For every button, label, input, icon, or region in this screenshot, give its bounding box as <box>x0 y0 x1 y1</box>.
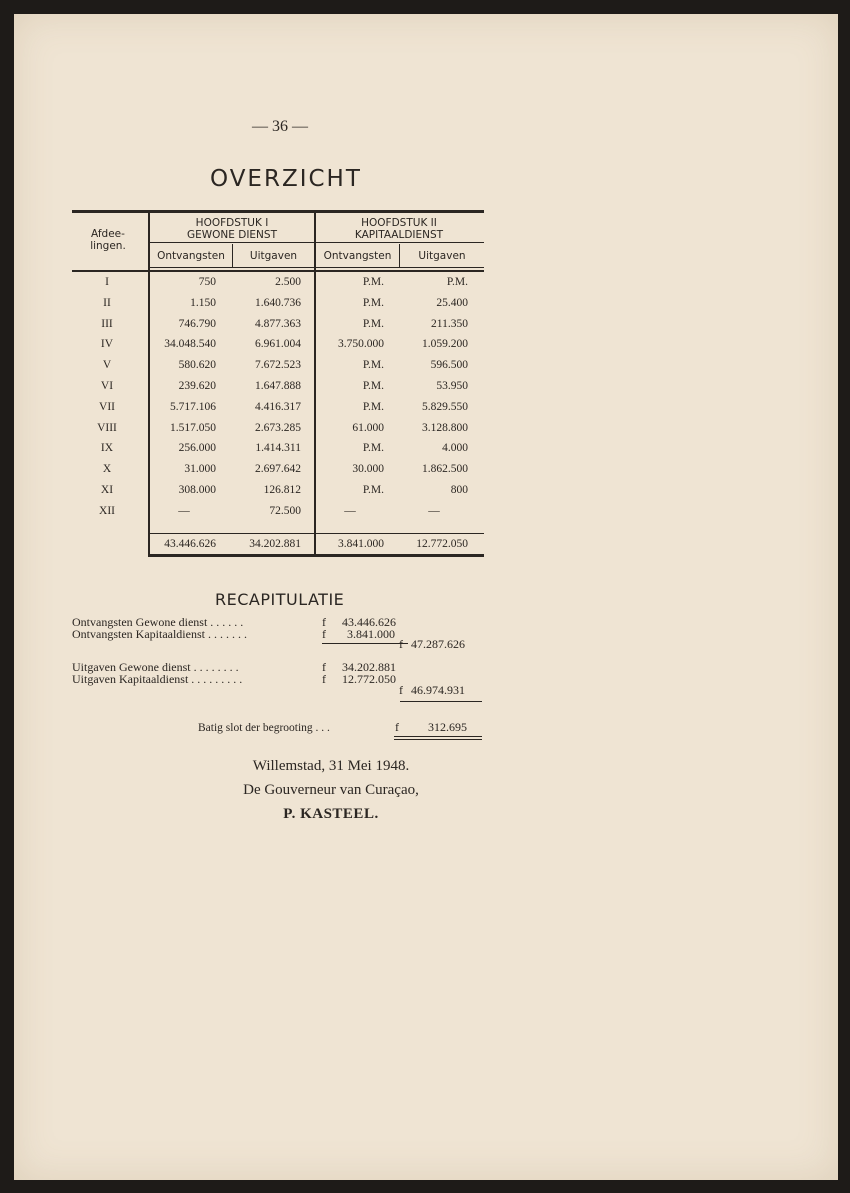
row-afdeeling: I <box>105 276 109 288</box>
table-cell-k-uitg: 1.862.500 <box>422 463 468 476</box>
table-cell-g-uitg: 4.877.363 <box>255 317 301 330</box>
recap-line-ontvangsten-kapitaal: Ontvangsten Kapitaaldienst . . . . . . . <box>72 627 247 641</box>
table-cell-k-ontv: P.M. <box>362 359 384 372</box>
governor-name: P. KASTEEL. <box>283 806 379 822</box>
header-ontvangsten-2: Ontvangsten <box>323 250 392 262</box>
table-cell-k-uitg: 1.059.200 <box>422 338 468 351</box>
recap-line-uitgaven-gewone: Uitgaven Gewone dienst . . . . . . . . <box>72 660 239 674</box>
overview-table <box>72 210 484 560</box>
recap-batig-amount: 312.695 <box>428 720 467 734</box>
governor-title: De Gouverneur van Curaçao, <box>243 782 419 798</box>
recap-line-ontvangsten-gewone: Ontvangsten Gewone dienst . . . . . . <box>72 615 244 629</box>
row-afdeeling: XII <box>99 504 115 517</box>
row-afdeeling: X <box>102 463 112 476</box>
recap-line-uitgaven-kapitaal: Uitgaven Kapitaaldienst . . . . . . . . . <box>72 672 243 686</box>
table-cell-g-ontv: — <box>178 504 190 517</box>
row-afdeeling: II <box>103 296 111 309</box>
table-cell-g-ontv: 5.717.106 <box>170 400 216 413</box>
table-cell-g-ontv: 239.620 <box>178 380 216 392</box>
row-afdeeling: IV <box>100 338 114 351</box>
recap-amount-4: 12.772.050 <box>342 672 396 686</box>
recap-subtotal-ontvangsten: 47.287.626 <box>411 637 465 651</box>
table-cell-k-uitg: 5.829.550 <box>422 400 468 413</box>
overview-title: OVERZICHT <box>210 166 362 192</box>
table-cell-k-uitg: P.M. <box>446 276 468 288</box>
header-uitgaven-1: Uitgaven <box>249 250 298 262</box>
table-cell-g-uitg: 6.961.004 <box>255 338 301 351</box>
total-gewone-ontvangsten: 43.446.626 <box>164 538 216 550</box>
table-cell-k-uitg: 4.000 <box>442 442 468 455</box>
table-cell-k-ontv: P.M. <box>362 276 384 288</box>
recap-title: RECAPITULATIE <box>215 590 345 609</box>
table-cell-k-ontv: P.M. <box>362 442 384 455</box>
table-cell-k-uitg: 3.128.800 <box>422 421 468 434</box>
place-date: Willemstad, 31 Mei 1948. <box>252 758 410 774</box>
table-cell-g-ontv: 746.790 <box>178 317 216 330</box>
table-cell-k-ontv: 61.000 <box>352 421 384 434</box>
document-page <box>14 14 838 1180</box>
recap-batig-slot: Batig slot der begrooting . . . <box>198 722 330 734</box>
row-afdeeling: VI <box>100 380 114 392</box>
header-uitgaven-2: Uitgaven <box>418 250 466 262</box>
recap-f-2: f <box>322 627 326 641</box>
table-cell-k-ontv: 30.000 <box>352 463 384 476</box>
row-afdeeling: VII <box>99 400 115 413</box>
recap-amount-2: 3.841.000 <box>347 627 395 641</box>
recap-subtotal-f-1: f <box>399 637 403 651</box>
table-cell-k-uitg: 25.400 <box>436 296 468 309</box>
table-cell-g-uitg: 1.647.888 <box>255 380 301 392</box>
recap-f-3: f <box>322 660 326 674</box>
table-cell-k-uitg: 211.350 <box>431 317 468 330</box>
page-number: — 36 — <box>252 118 308 135</box>
table-cell-g-uitg: 126.812 <box>263 484 301 496</box>
recap-f-4: f <box>322 672 326 686</box>
table-cell-g-uitg: 72.500 <box>269 504 301 517</box>
row-afdeeling: IX <box>100 442 114 455</box>
table-cell-g-ontv: 31.000 <box>184 463 216 476</box>
table-cell-g-uitg: 7.672.523 <box>255 359 301 372</box>
table-cell-g-uitg: 2.697.642 <box>255 463 301 476</box>
table-cell-g-ontv: 308.000 <box>178 484 216 496</box>
table-cell-k-ontv: P.M. <box>362 380 384 392</box>
table-cell-k-ontv: P.M. <box>362 400 384 413</box>
recap-batig-f: f <box>395 720 399 734</box>
table-cell-g-uitg: 1.414.311 <box>255 442 301 455</box>
table-cell-g-uitg: 4.416.317 <box>255 400 301 413</box>
table-cell-k-uitg: 596.500 <box>430 359 468 372</box>
table-cell-k-uitg: — <box>428 504 440 517</box>
table-cell-g-ontv: 580.620 <box>178 359 216 372</box>
table-cell-g-uitg: 2.673.285 <box>255 421 301 434</box>
row-afdeeling: V <box>102 359 112 372</box>
row-afdeeling: VIII <box>97 421 117 434</box>
total-gewone-uitgaven: 34.202.881 <box>249 538 301 550</box>
header-hoofdstuk-2: HOOFDSTUK II KAPITAALDIENST <box>354 217 444 241</box>
table-cell-g-ontv: 1.517.050 <box>170 421 216 434</box>
row-afdeeling: III <box>101 317 113 330</box>
total-kapitaal-uitgaven: 12.772.050 <box>416 538 468 550</box>
total-kapitaal-ontvangsten: 3.841.000 <box>338 538 384 550</box>
recap-subtotal-uitgaven: 46.974.931 <box>411 683 465 697</box>
header-afdeelingen: Afdee- lingen. <box>90 228 126 252</box>
table-cell-g-ontv: 256.000 <box>178 442 216 455</box>
row-afdeeling: XI <box>100 484 114 496</box>
table-cell-g-ontv: 750 <box>198 276 216 288</box>
table-cell-g-uitg: 2.500 <box>275 276 301 288</box>
table-cell-g-ontv: 34.048.540 <box>164 338 216 351</box>
header-hoofdstuk-1: HOOFDSTUK I GEWONE DIENST <box>187 217 277 241</box>
table-cell-k-ontv: — <box>344 504 356 517</box>
table-cell-k-ontv: P.M. <box>362 484 384 496</box>
header-ontvangsten-1: Ontvangsten <box>157 250 225 262</box>
recap-subtotal-f-2: f <box>399 683 403 697</box>
table-cell-k-ontv: P.M. <box>362 296 384 309</box>
table-cell-k-ontv: P.M. <box>362 317 384 330</box>
recap-f-1: f <box>322 615 326 629</box>
recap-amount-3: 34.202.881 <box>342 660 396 674</box>
table-cell-g-uitg: 1.640.736 <box>255 296 301 309</box>
table-cell-k-uitg: 53.950 <box>436 380 468 392</box>
recap-amount-1: 43.446.626 <box>342 615 396 629</box>
table-cell-k-uitg: 800 <box>450 484 468 496</box>
table-cell-g-ontv: 1.150 <box>190 296 216 309</box>
table-cell-k-ontv: 3.750.000 <box>338 338 384 351</box>
